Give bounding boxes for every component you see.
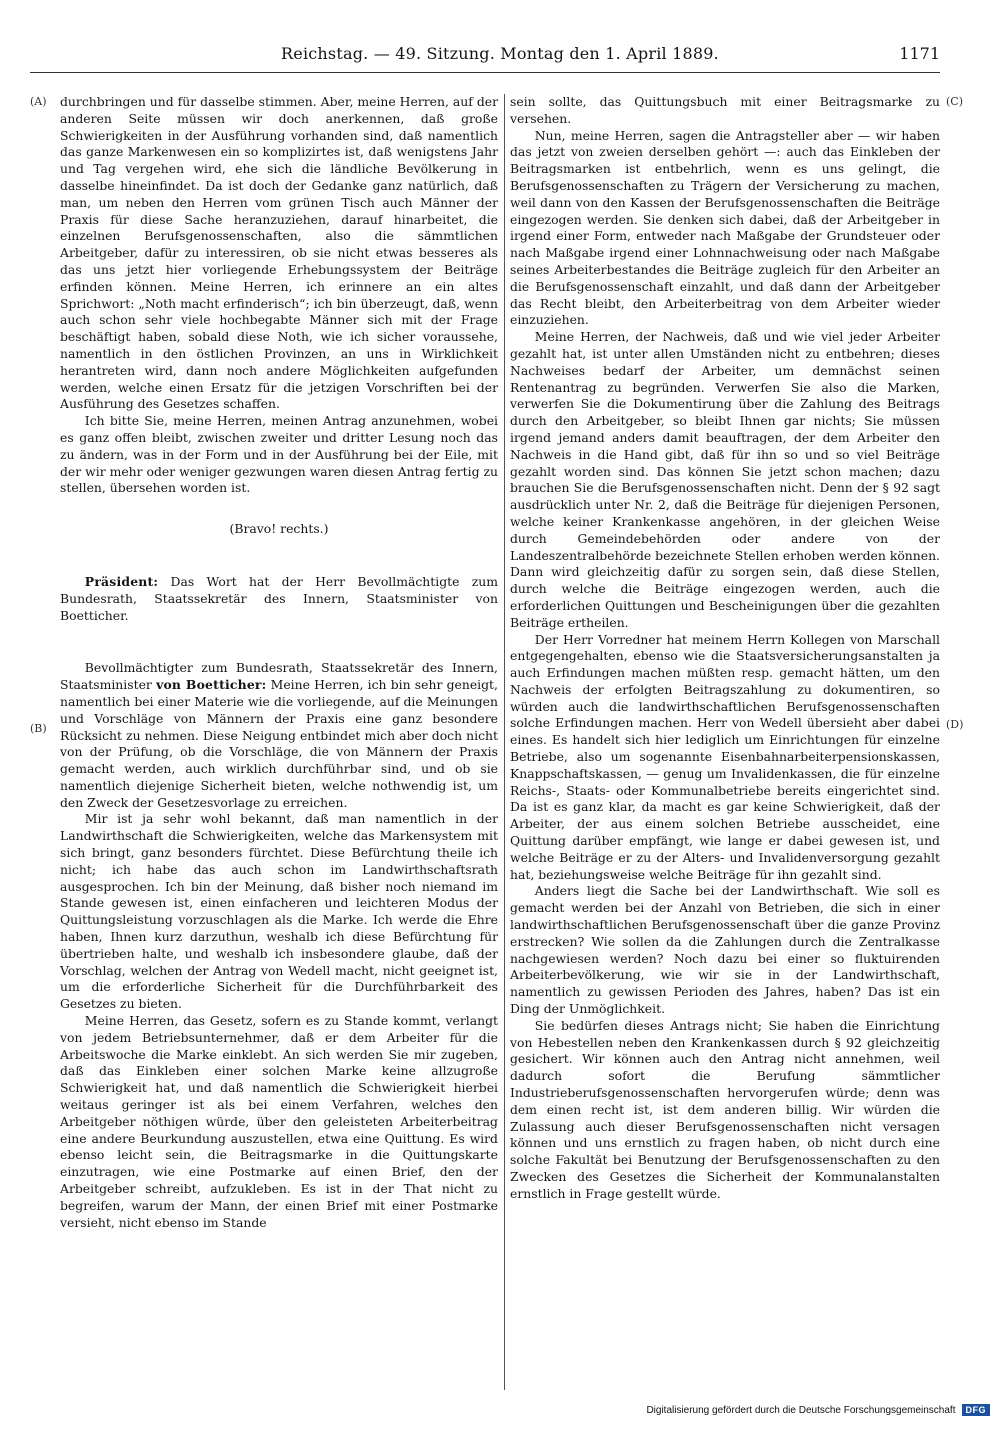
footer-text: Digitalisierung gefördert durch die Deutsche Forschungsgemeinschaft	[646, 1404, 956, 1416]
right-paragraph-4: Der Herr Vorredner hat meinem Herrn Kollegen von Marschall entgegengehalten, ebenso wie die Staatsversicherungsanstalten ja auch Erfindungen machen müßten resp. gemacht hätten, um den Nachweis der erfolgten Beitragszahlung zu dokumentiren, so würden auch die landwirthschaftlichen Berufsgenossenschaften solche Erfindungen machen. Herr von Wedell übersieht aber dabei eines. Es handelt sich hier lediglich um Einrichtungen für einzelne Betriebe, also um sogenannte Eisenbahnarbeiterpensionskassen, Knappschaftskassen, — genug um Invalidenkassen, die für einzelne Reichs-, Staats- oder Kommunalbetriebe bereits eingerichtet sind. Da ist es ganz klar, da macht es gar keine Schwierigkeit, daß der Arbeiter, der aus einem solchen Betriebe ausscheidet, eine Quittung darüber empfängt, wie lange er dabei gewesen ist, und welche Beiträge er zu der Alters- und Invalidenversorgung gezahlt hat, beziehungsweise welche Beiträge für ihn gezahlt sind.	[510, 631, 940, 882]
left-paragraph-2: Ich bitte Sie, meine Herren, meinen Antrag anzunehmen, wobei es ganz offen bleibt, zwischen zweiter und dritter Lesung noch das zu ändern, was in der Form und in der Ausführung bei der Eile, mit der wir mehr oder weniger gezwungen waren diesen Antrag fertig zu stellen, übersehen worden ist.	[60, 413, 498, 496]
header-rule	[30, 72, 940, 73]
president-text: Das Wort hat der Herr Bevollmächtigte zum Bundesrath, Staatssekretär des Innern, Staatsminister von Boetticher.	[60, 573, 498, 623]
left-column	[60, 94, 498, 1231]
president-label: Präsident:	[84, 573, 159, 589]
president-remark	[60, 574, 498, 624]
speaker-name: von Boetticher:	[156, 677, 267, 693]
speaker-role: Bevollmächtigter zum Bundesrath, Staatssekretär des Innern, Staatsminister	[60, 660, 498, 693]
applause-note: (Bravo! rechts.)	[229, 521, 329, 537]
left-paragraph-3: Meine Herren, ich bin sehr geneigt, namentlich bei einer Materie wie die vorliegende, auf die Meinungen und Vorschläge von Männern der Praxis eine ganz besondere Rücksicht zu nehmen. Diese Neigung entbindet mich aber doch nicht von der Prüfung, ob die Vorschläge, die von Männern der Praxis gemacht werden, auch wirklich durchführbar sind, und ob sie namentlich diejenige Sicherheit bieten, welche nothwendig ist, um den Zweck der Gesetzesvorlage zu erreichen.	[60, 677, 498, 810]
page-header	[60, 44, 940, 70]
digitization-footer	[646, 1404, 990, 1416]
margin-mark-a: (A)	[30, 95, 47, 108]
running-title: Reichstag. — 49. Sitzung. Montag den 1. April 1889.	[281, 44, 719, 63]
right-paragraph-6: Sie bedürfen dieses Antrags nicht; Sie haben die Einrichtung von Hebestellen neben den Krankenkassen durch § 92 gleichzeitig gesichert. Wir können auch den Antrag nicht annehmen, weil dadurch sofort die Berufung sämmtlicher Industrieberufsgenossenschaften hervorgerufen würde; denn was dem einen recht ist, ist dem anderen billig. Wir würden die Zulassung auch dieser Berufsgenossenschaften nicht versagen können und uns ernstlich zu fragen haben, ob nicht durch eine solche Fakultät bei Benutzung der Berufsgenossenschaften zu den Zwecken des Gesetzes die Sicherheit der Kommunalanstalten ernstlich in Frage gestellt würde.	[510, 1017, 940, 1201]
margin-mark-c: (C)	[946, 95, 963, 108]
right-paragraph-1: sein sollte, das Quittungsbuch mit einer Beitragsmarke zu versehen.	[510, 94, 940, 126]
right-paragraph-5: Anders liegt die Sache bei der Landwirthschaft. Wie soll es gemacht werden bei der Anzahl von Betrieben, die sich in einer landwirthschaftlichen Berufsgenossenschaft über die ganze Provinz erstrecken? Wie sollen da die Zahlungen durch die Zentralkasse nachgewiesen werden? Noch dazu bei einer so fluktuirenden Arbeiterbevölkerung, wie wir sie in der Landwirthschaft, namentlich zu gewissen Perioden des Jahres, haben? Das ist ein Ding der Unmöglichkeit.	[510, 883, 940, 1017]
dfg-logo: DFG	[962, 1404, 991, 1416]
right-paragraph-2: Nun, meine Herren, sagen die Antragsteller aber — wir haben das jetzt von zweien derselben gehört —: auch das Einkleben der Beitragsmarken ist entbehrlich, wenn es uns gelingt, die Berufsgenossenschaften zu Trägern der Versicherung zu machen, weil dann von den Kassen der Berufsgenossenschaften die Beiträge eingezogen werden. Sie denken sich dabei, daß der Arbeitgeber in irgend einer Form, entweder nach Maßgabe der Grundsteuer oder nach Maßgabe irgend einer Lohnnachweisung oder nach Maßgabe seines Arbeiterbestandes die Beiträge zugleich für den Arbeiter an die Berufsgenossenschaft einzahlt, und daß dann der Arbeitgeber das Recht bleibt, den Arbeiterbeitrag von dem Arbeiter wieder einzuziehen.	[510, 127, 940, 328]
page-number: 1171	[899, 44, 940, 63]
right-paragraph-3: Meine Herren, der Nachweis, daß und wie viel jeder Arbeiter gezahlt hat, ist unter allen Umständen nicht zu entbehren; dieses Nachweises bedarf der Arbeiter, um demnächst seinen Rentenantrag zu begründen. Verwerfen Sie also die Marken, verwerfen Sie die Dokumentirung über die Zahlung des Beitrags durch den Arbeitgeber, so bleibt Ihnen gar nichts; Sie müssen irgend jemand anders damit beauftragen, der dem Arbeiter den Nachweis in die Hand gibt, daß für ihn so und so viel Beiträge gezahlt worden sind. Das können Sie jetzt schon machen; dazu brauchen Sie die Berufsgenossenschaften nicht. Denn der § 92 sagt ausdrücklich unter Nr. 2, daß die Beiträge für diejenigen Personen, welche keiner Krankenkasse angehören, in der gleichen Weise durch Gemeindebehörden oder andere von der Landeszentralbehörde bezeichnete Stellen erhoben werden können. Dann wird gleichzeitig dafür zu sorgen sein, daß diese Stellen, durch welche die Beiträge eingezogen werden, auch die erforderlichen Quittungen und Bescheinigungen über die gezahlten Beiträge ertheilen.	[510, 329, 940, 630]
left-paragraph-1: durchbringen und für dasselbe stimmen. Aber, meine Herren, auf der anderen Seite müssen wir doch anerkennen, daß große Schwierigkeiten in der Ausführung vorhanden sind, daß namentlich das ganze Markenwesen ein so komplizirtes ist, daß wenigstens Jahr und Tag vergehen wird, ehe sich die ländliche Bevölkerung in dasselbe hineinfindet. Da ist doch der Gedanke ganz natürlich, daß man, um neben den Herren vom grünen Tisch auch Männer der Praxis für diese Sache heranzuziehen, darauf hinarbeitet, die einzelnen Berufsgenossenschaften, also die sämmtlichen Arbeitgeber, dafür zu interessiren, ob sie nicht etwas besseres als das uns jetzt hier vorliegende Erhebungssystem der Beiträge erfinden können. Meine Herren, ich erinnere an ein altes Sprichwort: „Noth macht erfinderisch“; ich bin überzeugt, daß, wenn auch schon sehr viele hochbegabte Männer sich mit der Frage beschäftigt haben, sobald diese Noth, wie ich sicher voraussehe, namentlich in den östlichen Provinzen, an uns in Wirklichkeit herantreten wird, dann noch andere Möglichkeiten aufgefunden werden, welche einen Ersatz für die jetzigen Vorschriften bei der Ausführung des Gesetzes schaffen.	[60, 94, 498, 412]
left-paragraph-4: Mir ist ja sehr wohl bekannt, daß man namentlich in der Landwirthschaft die Schwierigkeiten, welche das Markensystem mit sich bringt, ganz besonders fürchtet. Diese Befürchtung theile ich nicht; ich habe das auch schon im Landwirthschaftsrath ausgesprochen. Ich bin der Meinung, daß bisher noch niemand im Stande gewesen ist, einen einfacheren und leichteren Modus der Quittungsleistung vorzuschlagen als die Marke. Ich werde die Ehre haben, Ihnen kurz darzuthun, weshalb ich diese Befürchtung für übertrieben halte, und weshalb ich insbesondere glaube, daß der Vorschlag, welchen der Antrag von Wedell macht, nicht geeignet ist, um die erforderliche Sicherheit für die Durchführbarkeit des Gesetzes zu bieten.	[60, 811, 498, 1012]
margin-mark-d: (D)	[946, 718, 964, 731]
margin-mark-b: (B)	[30, 722, 47, 735]
column-divider	[504, 94, 505, 1390]
right-column	[510, 94, 940, 1203]
speaker-intro	[60, 660, 498, 811]
left-paragraph-5: Meine Herren, das Gesetz, sofern es zu Stande kommt, verlangt von jedem Betriebsunternehmer, daß er dem Arbeiter für die Arbeitswoche die Marke einklebt. An sich werden Sie mir zugeben, daß das Einkleben einer solchen Marke keine allzugroße Schwierigkeit hat, und daß namentlich die Schwierigkeit hierbei weitaus geringer ist als bei einem Verfahren, welches den Arbeitgeber nöthigen würde, über den geleisteten Arbeiterbeitrag eine andere Beurkundung auszustellen, etwa eine Quittung. Es wird ebenso leicht sein, die Beitragsmarke in die Quittungskarte einzutragen, wie eine Postmarke auf einen Brief, den der Arbeitgeber schreibt, aufzukleben. Es ist in der That nicht zu begreifen, warum der Mann, der einen Brief mit einer Postmarke versieht, nicht ebenso im Stande	[60, 1013, 498, 1230]
